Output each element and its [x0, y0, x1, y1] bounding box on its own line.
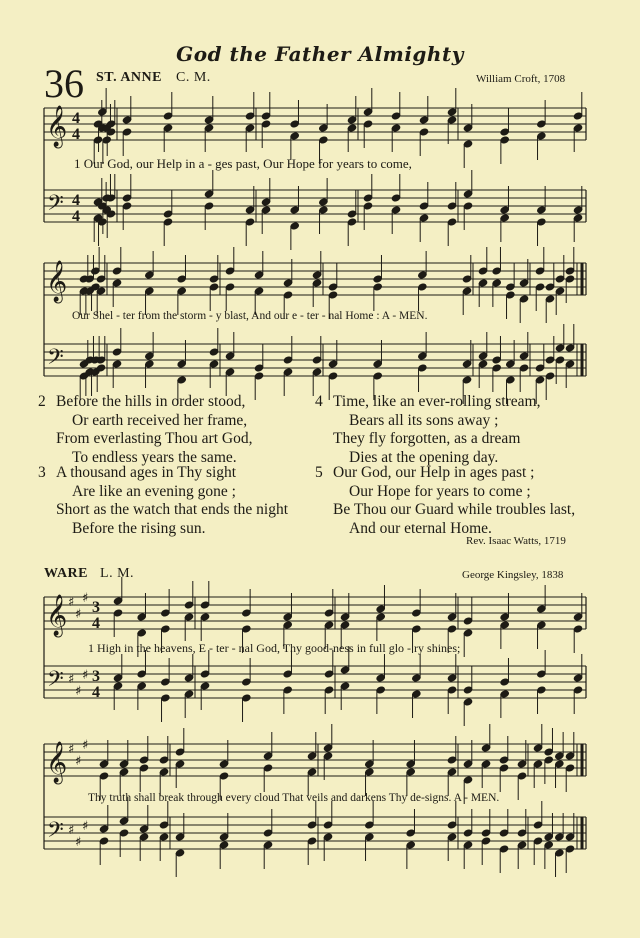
key-sharp: ♯	[75, 684, 82, 699]
lyrics-line-2: Our Shel - ter from the storm - y blast, And our e - ter - nal Home : A - MEN.	[72, 310, 428, 322]
ware-lyrics-line-1: 1 High in the heavens, E - ter - nal God, Thy good-ness in full glo - ry shines;	[88, 641, 461, 655]
treble-clef: 𝄞	[46, 106, 68, 147]
tune-title: ST. ANNE	[96, 70, 162, 85]
composer-croft: William Croft, 1708	[476, 73, 566, 85]
key-sharp: ♯	[82, 668, 89, 683]
key-sharp: ♯	[68, 823, 75, 838]
time-signature-bottom: 4	[92, 684, 100, 701]
time-signature-top: 4	[72, 192, 80, 209]
verse-line: From everlasting Thou art God,	[56, 430, 253, 447]
verse-number: 3	[38, 464, 46, 481]
verse-2	[38, 393, 253, 467]
bass-clef: 𝄢	[47, 818, 64, 848]
verse-line: Time, like an ever-rolling stream,	[333, 393, 541, 410]
verse-number: 2	[38, 393, 46, 410]
key-sharp: ♯	[75, 754, 82, 769]
verse-number: 5	[315, 464, 323, 481]
lyrics-line-1: 1 Our God, our Help in a - ges past, Our Hope for years to come,	[74, 156, 412, 171]
treble-clef: 𝄞	[46, 261, 68, 302]
time-signature-bottom: 4	[72, 126, 80, 143]
verse-line: A thousand ages in Thy sight	[56, 464, 237, 481]
verse-line: Short as the watch that ends the night	[56, 501, 289, 518]
page-title: God the Father Almighty	[176, 42, 464, 66]
tune-meter: L. M.	[100, 566, 135, 581]
treble-clef: 𝄞	[46, 595, 68, 636]
key-sharp: ♯	[75, 607, 82, 622]
key-sharp: ♯	[68, 742, 75, 757]
verse-line: Before the rising sun.	[72, 519, 206, 537]
ware-lyrics-line-2: Thy truth shall break through every cloud That veils and darkens Thy de-signs. A - MEN.	[88, 792, 500, 804]
verse-line: Our Hope for years to come ;	[349, 482, 531, 500]
verse-number: 4	[315, 393, 323, 410]
verse-line: They fly forgotten, as a dream	[333, 430, 521, 447]
tune-name-ware	[44, 566, 134, 582]
time-signature-bottom: 4	[72, 208, 80, 225]
verse-line: Bears all its sons away ;	[349, 411, 499, 429]
time-signature-top: 3	[92, 668, 100, 685]
verse-line: To endless years the same.	[72, 448, 237, 466]
tune-title: WARE	[44, 566, 89, 581]
time-signature-bottom: 4	[92, 615, 100, 632]
key-sharp: ♯	[82, 591, 89, 606]
author-credit: Rev. Isaac Watts, 1719	[466, 535, 566, 547]
key-sharp: ♯	[75, 835, 82, 850]
verse-4	[315, 393, 541, 467]
treble-clef: 𝄞	[46, 742, 68, 783]
bass-clef: 𝄢	[47, 191, 64, 221]
verse-3	[38, 464, 289, 538]
verse-line: Dies at the opening day.	[349, 448, 499, 466]
bass-clef: 𝄢	[47, 667, 64, 697]
key-sharp: ♯	[68, 595, 75, 610]
composer-kingsley: George Kingsley, 1838	[462, 569, 564, 581]
verse-line: Our God, our Help in ages past ;	[333, 464, 535, 481]
verse-line: And our eternal Home.	[349, 519, 492, 537]
verse-line: Before the hills in order stood,	[56, 393, 246, 410]
time-signature-top: 3	[92, 599, 100, 616]
verse-line: Are like an evening gone ;	[72, 482, 236, 500]
bass-clef: 𝄢	[47, 345, 64, 375]
verse-line: Be Thou our Guard while troubles last,	[333, 501, 576, 518]
time-signature-top: 4	[72, 110, 80, 127]
key-sharp: ♯	[68, 672, 75, 687]
hymn-number: 36	[44, 61, 84, 106]
key-sharp: ♯	[82, 738, 89, 753]
tune-meter: C. M.	[175, 70, 211, 85]
verse-line: Or earth received her frame,	[72, 411, 248, 429]
key-sharp: ♯	[82, 819, 89, 834]
verse-5	[315, 464, 576, 538]
